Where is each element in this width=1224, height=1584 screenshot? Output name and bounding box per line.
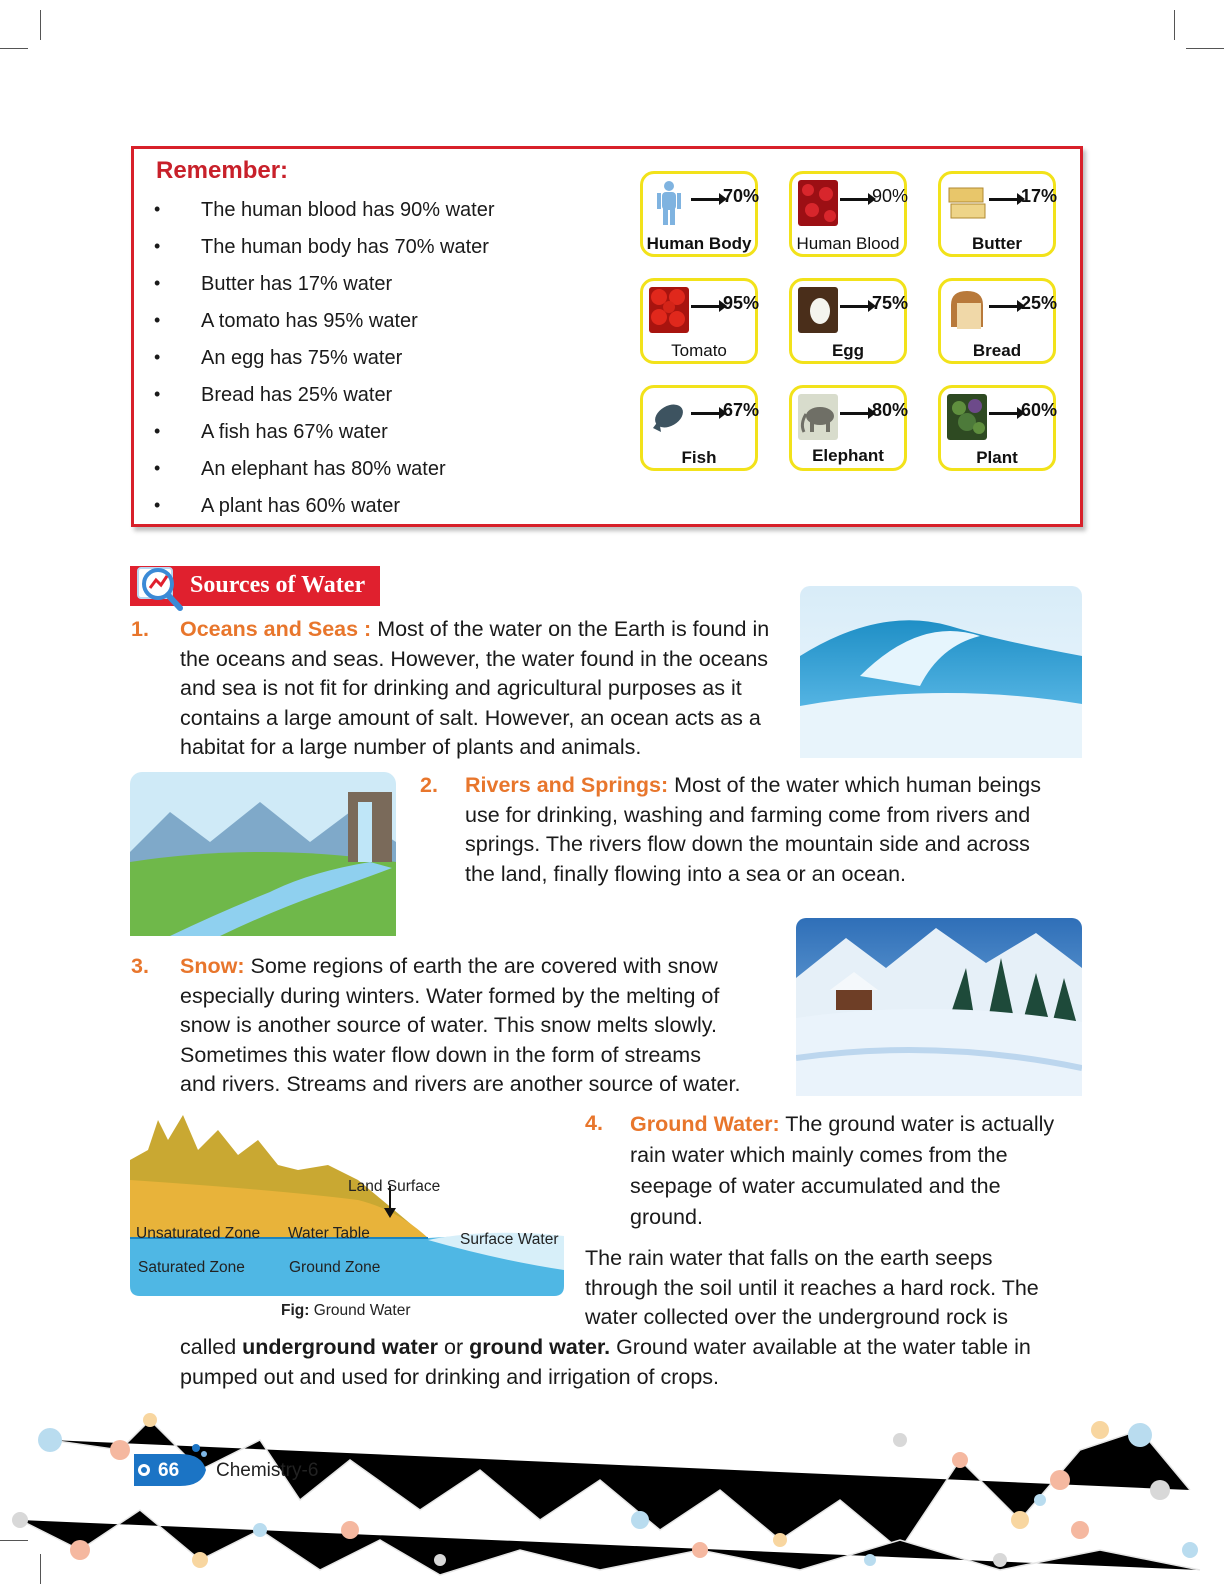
crop-mark <box>1186 48 1224 49</box>
item-number: 2. <box>420 773 438 797</box>
page-number: 66 <box>158 1460 180 1481</box>
item-number: 3. <box>131 954 149 978</box>
arrow-icon <box>989 412 1019 415</box>
section-title: Sources of Water <box>190 572 366 598</box>
ground-zone-label: Ground Zone <box>289 1259 381 1276</box>
figure-caption: Fig: Ground Water <box>281 1302 411 1319</box>
arrow-icon <box>840 198 870 201</box>
ground-water-conclusion: called underground water or ground water. Ground water available at the water table in pumped out and used for drinking and irrigation of crops. <box>180 1335 1031 1389</box>
arrow-icon <box>989 305 1019 308</box>
blood-cells-icon <box>798 180 838 226</box>
snow-mountain-image <box>796 918 1082 1096</box>
unsaturated-zone-label: Unsaturated Zone <box>136 1225 261 1242</box>
arrow-icon <box>691 305 721 308</box>
saturated-zone-label: Saturated Zone <box>138 1259 245 1276</box>
water-card-elephant: 80% Elephant <box>789 385 907 471</box>
arrow-icon <box>840 305 870 308</box>
ground-water-paragraph: Ground Water: The ground water is actually rain water which mainly comes from the seepage of water accumulated and the ground. <box>630 1112 1055 1229</box>
rivers-paragraph: Rivers and Springs: Most of the water which human beings use for drinking, washing and farming come from rivers and springs. The rivers flow down the mountain side and across the land, finally flowing into a sea or an ocean. <box>465 773 1041 886</box>
tomato-icon <box>649 287 689 333</box>
water-card-human-body: 70% Human Body <box>640 171 758 257</box>
arrow-icon <box>691 412 721 415</box>
remember-title: Remember: <box>156 157 289 184</box>
crop-mark <box>0 48 28 49</box>
water-card-tomato: 95% Tomato <box>640 278 758 364</box>
water-table-label: Water Table <box>288 1225 370 1242</box>
water-card-fish: 67% Fish <box>640 385 758 471</box>
oceans-paragraph: Oceans and Seas : Most of the water on the Earth is found in the oceans and seas. However, the water found in the oceans and sea is not fit for drinking and agricultural purposes as it contains a large amount of salt. However, an ocean acts as a habitat for a large number of plants and animals. <box>180 617 770 759</box>
plant-icon <box>947 394 987 440</box>
water-card-bread: 25% Bread <box>938 278 1056 364</box>
arrow-icon <box>840 412 870 415</box>
water-card-butter: 17% Butter <box>938 171 1056 257</box>
snow-paragraph: Snow: Some regions of earth the are covered with snow especially during winters. Water formed by the melting of snow is another source of water. This snow melts slowly. Sometimes this water flow down in the form of streams and rivers. Streams and rivers are another source of water. <box>180 954 741 1096</box>
ground-water-explanation: The rain water that falls on the earth seeps through the soil until it reaches a hard rock. The water collected over the underground rock is <box>585 1246 1039 1329</box>
item-heading: Rivers and Springs: <box>465 773 669 797</box>
item-heading: Snow: <box>180 954 245 978</box>
crop-mark <box>1174 10 1175 40</box>
water-card-egg: 75% Egg <box>789 278 907 364</box>
water-card-human-blood: 90% Human Blood <box>789 171 907 257</box>
river-landscape-image <box>130 772 396 936</box>
butter-icon <box>947 180 987 226</box>
magnifier-chart-icon <box>134 562 186 612</box>
ocean-wave-image <box>800 586 1082 758</box>
human-body-icon <box>649 180 689 226</box>
egg-icon <box>798 287 838 333</box>
fish-icon <box>649 394 689 440</box>
book-title: Chemistry-6 <box>216 1460 319 1481</box>
item-heading: Ground Water: <box>630 1112 780 1136</box>
arrow-icon <box>691 198 721 201</box>
arrow-icon <box>989 198 1019 201</box>
section-banner <box>130 566 380 606</box>
bread-icon <box>947 287 987 333</box>
surface-water-label: Surface Water <box>460 1231 559 1248</box>
item-heading: Oceans and Seas : <box>180 617 372 641</box>
elephant-icon <box>798 394 838 440</box>
land-surface-label: Land Surface <box>348 1178 441 1195</box>
crop-mark <box>40 10 41 40</box>
item-number: 4. <box>585 1111 603 1135</box>
ground-water-figure <box>128 1110 568 1300</box>
water-card-plant: 60% Plant <box>938 385 1056 471</box>
item-number: 1. <box>131 617 149 641</box>
remember-box: Remember: • The human blood has 90% water • The human body has 70% water • Butter has 17% water • A tomato has 95% water • An egg has 75% water • Bread has 25% water • A fish has 67% water • An elephant has 80% water • A plant has 60% water 70% Human Body 90% Human Blood 17% Butter 95% Tomato 75% Egg 25% Bread 67% Fish 80% Elephant 60% Plant <box>131 146 1083 527</box>
